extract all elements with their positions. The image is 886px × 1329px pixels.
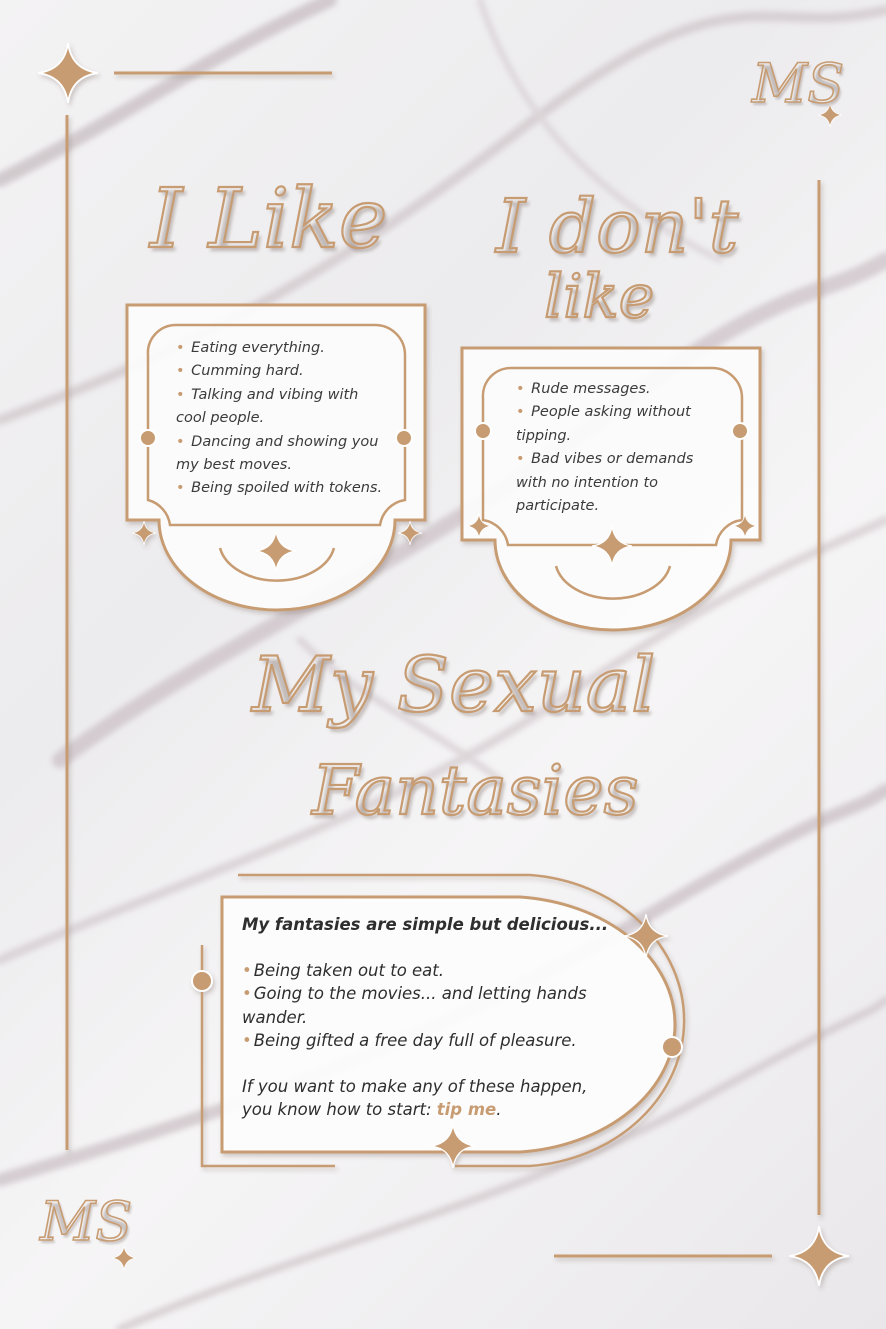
sparkle-icon (789, 1226, 849, 1286)
list-item: • People asking without tipping. (516, 404, 691, 444)
list-item: • Being taken out to eat. (242, 960, 445, 980)
fantasies-text (242, 913, 614, 1122)
dislikes-list (516, 378, 728, 518)
like-heading: I Like (150, 172, 388, 267)
likes-list (176, 337, 388, 501)
dislike-heading-line1: I don't (496, 184, 739, 270)
list-item: • Rude messages. (516, 381, 651, 397)
list-item: • Bad vibes or demands with no intention to participate. (516, 451, 694, 515)
fantasies-heading-line2: Fantasies (312, 752, 639, 831)
fantasies-call-to-action: If you want to make any of these happen, you know how to start: tip me. (242, 1076, 588, 1119)
list-item: • Going to the movies... and letting hands wander. (242, 984, 587, 1027)
list-item: • Being gifted a free day full of pleasure. (242, 1031, 577, 1050)
list-item: • Talking and vibing with cool people. (176, 386, 359, 427)
fantasies-heading-line1: My Sexual (252, 640, 656, 729)
monogram-top: MS (752, 52, 845, 115)
list-item: • Eating everything. (176, 340, 325, 356)
list-item: • Dancing and showing you my best moves. (176, 433, 379, 474)
list-item: • Cumming hard. (176, 363, 304, 380)
fantasies-intro: My fantasies are simple but delicious... (242, 915, 609, 934)
sparkle-icon (38, 43, 98, 103)
tip-me-link[interactable]: tip me (436, 1100, 497, 1119)
list-item: • Being spoiled with tokens. (176, 480, 383, 497)
monogram-bottom: MS (40, 1190, 133, 1253)
dislike-heading-line2: like (544, 262, 655, 332)
